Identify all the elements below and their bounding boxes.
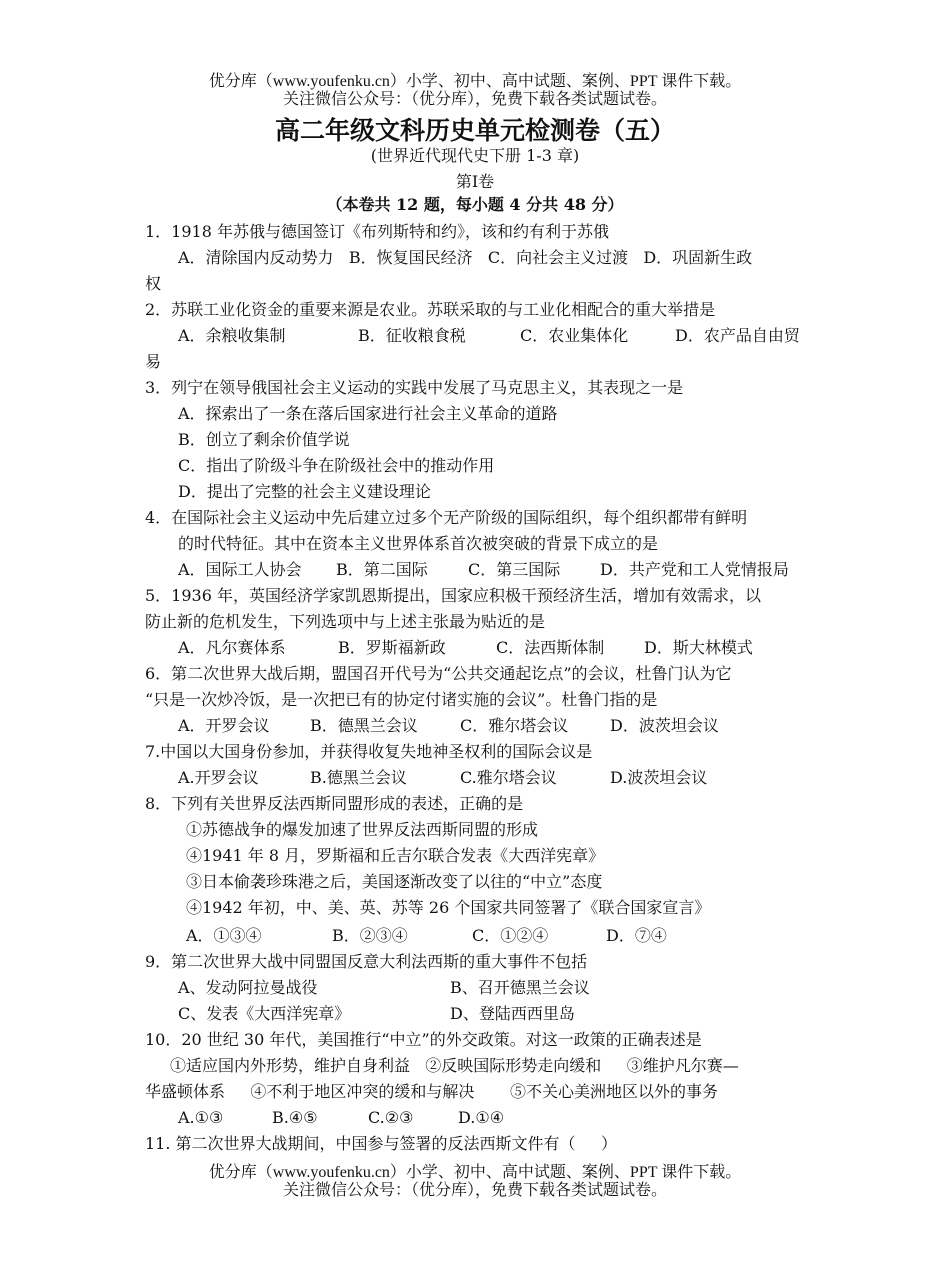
- q7-option-b: B.德黑兰会议: [310, 768, 407, 787]
- footer-line-1: 优分库（www.youfenku.cn）小学、初中、高中试题、案例、PPT 课件下载。: [208, 1164, 742, 1181]
- q1-options: A．清除国内反动势力 B．恢复国民经济 C．向社会主义过渡 D．巩固新生政: [178, 248, 753, 267]
- q4-stem-2: 的时代特征。其中在资本主义世界体系首次被突破的背景下成立的是: [178, 534, 659, 553]
- q10-option-b: B.④⑤: [272, 1108, 318, 1127]
- q9-stem: 9．第二次世界大战中同盟国反意大利法西斯的重大事件不包括: [145, 952, 588, 971]
- q4-option-d: D．共产党和工人党情报局: [600, 560, 789, 579]
- q5-option-c: C．法西斯体制: [496, 638, 605, 657]
- q11-stem: 11. 第二次世界大战期间，中国参与签署的反法西斯文件有（ ）: [145, 1134, 617, 1153]
- q3-stem: 3．列宁在领导俄国社会主义运动的实践中发展了马克思主义，其表现之一是: [145, 378, 684, 397]
- q10-option-a: A.①③: [178, 1108, 224, 1127]
- q10-option-c: C.②③: [368, 1108, 414, 1127]
- q3-option-c: C．指出了阶级斗争在阶级社会中的推动作用: [178, 456, 495, 475]
- q7-option-a: A.开罗会议: [178, 768, 259, 787]
- q8-statement-3: ③日本偷袭珍珠港之后，美国逐渐改变了以往的“中立”态度: [186, 872, 603, 891]
- section-heading: 第Ⅰ卷: [455, 172, 495, 191]
- q6-option-a: A．开罗会议: [178, 716, 270, 735]
- q5-stem-2: 防止新的危机发生，下列选项中与上述主张最为贴近的是: [145, 612, 546, 631]
- q8-statement-2: ④1941 年 8 月，罗斯福和丘吉尔联合发表《大西洋宪章》: [186, 846, 605, 865]
- section-note: （本卷共 12 题，每小题 4 分共 48 分）: [326, 195, 624, 214]
- q8-statement-4: ④1942 年初，中、美、英、苏等 26 个国家共同签署了《联合国家宣言》: [186, 898, 711, 917]
- q9-option-d: D、登陆西西里岛: [450, 1004, 575, 1023]
- q7-stem: 7.中国以大国身份参加，并获得收复失地神圣权利的国际会议是: [145, 742, 593, 761]
- q6-stem-1: 6．第二次世界大战后期，盟国召开代号为“公共交通起讫点”的会议，杜鲁门认为它: [145, 664, 732, 683]
- page-title: 高二年级文科历史单元检测卷（五）: [274, 116, 675, 145]
- q5-option-a: A．凡尔赛体系: [178, 638, 286, 657]
- q2-option-a: A．余粮收集制: [178, 326, 286, 345]
- q8-option-a: A．①③④: [186, 926, 262, 945]
- q8-option-b: B．②③④: [332, 926, 408, 945]
- q2-option-wrap: 易: [145, 352, 162, 371]
- subtitle: (世界近代现代史下册 1-3 章): [370, 146, 580, 165]
- q8-option-c: C．①②④: [472, 926, 549, 945]
- q8-stem: 8．下列有关世界反法西斯同盟形成的表述，正确的是: [145, 794, 524, 813]
- q9-option-b: B、召开德黑兰会议: [450, 978, 590, 997]
- q6-option-c: C．雅尔塔会议: [460, 716, 569, 735]
- q4-option-a: A．国际工人协会: [178, 560, 302, 579]
- q2-stem: 2．苏联工业化资金的重要来源是农业。苏联采取的与工业化相配合的重大举措是: [145, 300, 716, 319]
- q6-option-d: D．波茨坦会议: [610, 716, 719, 735]
- q2-option-c: C．农业集体化: [520, 326, 629, 345]
- q7-option-d: D.波茨坦会议: [610, 768, 708, 787]
- q7-option-c: C.雅尔塔会议: [460, 768, 557, 787]
- q6-stem-2: “只是一次炒冷饭，是一次把已有的协定付诸实施的会议”。杜鲁门指的是: [145, 690, 658, 709]
- q10-statements-2: 华盛顿体系 ④不利于地区冲突的缓和与解决 ⑤不关心美洲地区以外的事务: [145, 1082, 719, 1101]
- q10-option-d: D.①④: [458, 1108, 505, 1127]
- q9-option-a: A、发动阿拉曼战役: [178, 978, 318, 997]
- header-line-1: 优分库（www.youfenku.cn）小学、初中、高中试题、案例、PPT 课件下载。: [208, 73, 742, 90]
- q4-option-b: B．第二国际: [336, 560, 428, 579]
- q4-stem-1: 4．在国际社会主义运动中先后建立过多个无产阶级的国际组织，每个组织都带有鲜明: [145, 508, 748, 527]
- q4-option-c: C．第三国际: [468, 560, 561, 579]
- q6-option-b: B．德黑兰会议: [310, 716, 418, 735]
- q5-option-d: D．斯大林模式: [644, 638, 753, 657]
- q2-option-d: D．农产品自由贸: [675, 326, 800, 345]
- q2-option-b: B．征收粮食税: [358, 326, 466, 345]
- q5-option-b: B．罗斯福新政: [338, 638, 446, 657]
- footer-line-2: 关注微信公众号：（优分库），免费下载各类试题试卷。: [282, 1182, 667, 1199]
- q1-option-wrap: 权: [145, 274, 162, 293]
- q3-option-d: D．提出了完整的社会主义建设理论: [178, 482, 431, 501]
- q1-stem: 1．1918 年苏俄与德国签订《布列斯特和约》，该和约有利于苏俄: [145, 222, 609, 241]
- q5-stem-1: 5．1936 年，英国经济学家凯恩斯提出，国家应积极干预经济生活，增加有效需求，以: [145, 586, 761, 605]
- q8-option-d: D．⑦④: [606, 926, 667, 945]
- header-line-2: 关注微信公众号：（优分库），免费下载各类试题试卷。: [282, 91, 667, 108]
- q3-option-b: B．创立了剩余价值学说: [178, 430, 350, 449]
- q10-stem: 10．20 世纪 30 年代，美国推行“中立”的外交政策。对这一政策的正确表述是: [145, 1030, 702, 1049]
- q9-option-c: C、发表《大西洋宪章》: [178, 1004, 351, 1023]
- q3-option-a: A．探索出了一条在落后国家进行社会主义革命的道路: [178, 404, 558, 423]
- q10-statements-1: ①适应国内外形势，维护自身利益 ②反映国际形势走向缓和 ③维护凡尔赛—: [170, 1056, 739, 1075]
- q8-statement-1: ①苏德战争的爆发加速了世界反法西斯同盟的形成: [186, 820, 539, 839]
